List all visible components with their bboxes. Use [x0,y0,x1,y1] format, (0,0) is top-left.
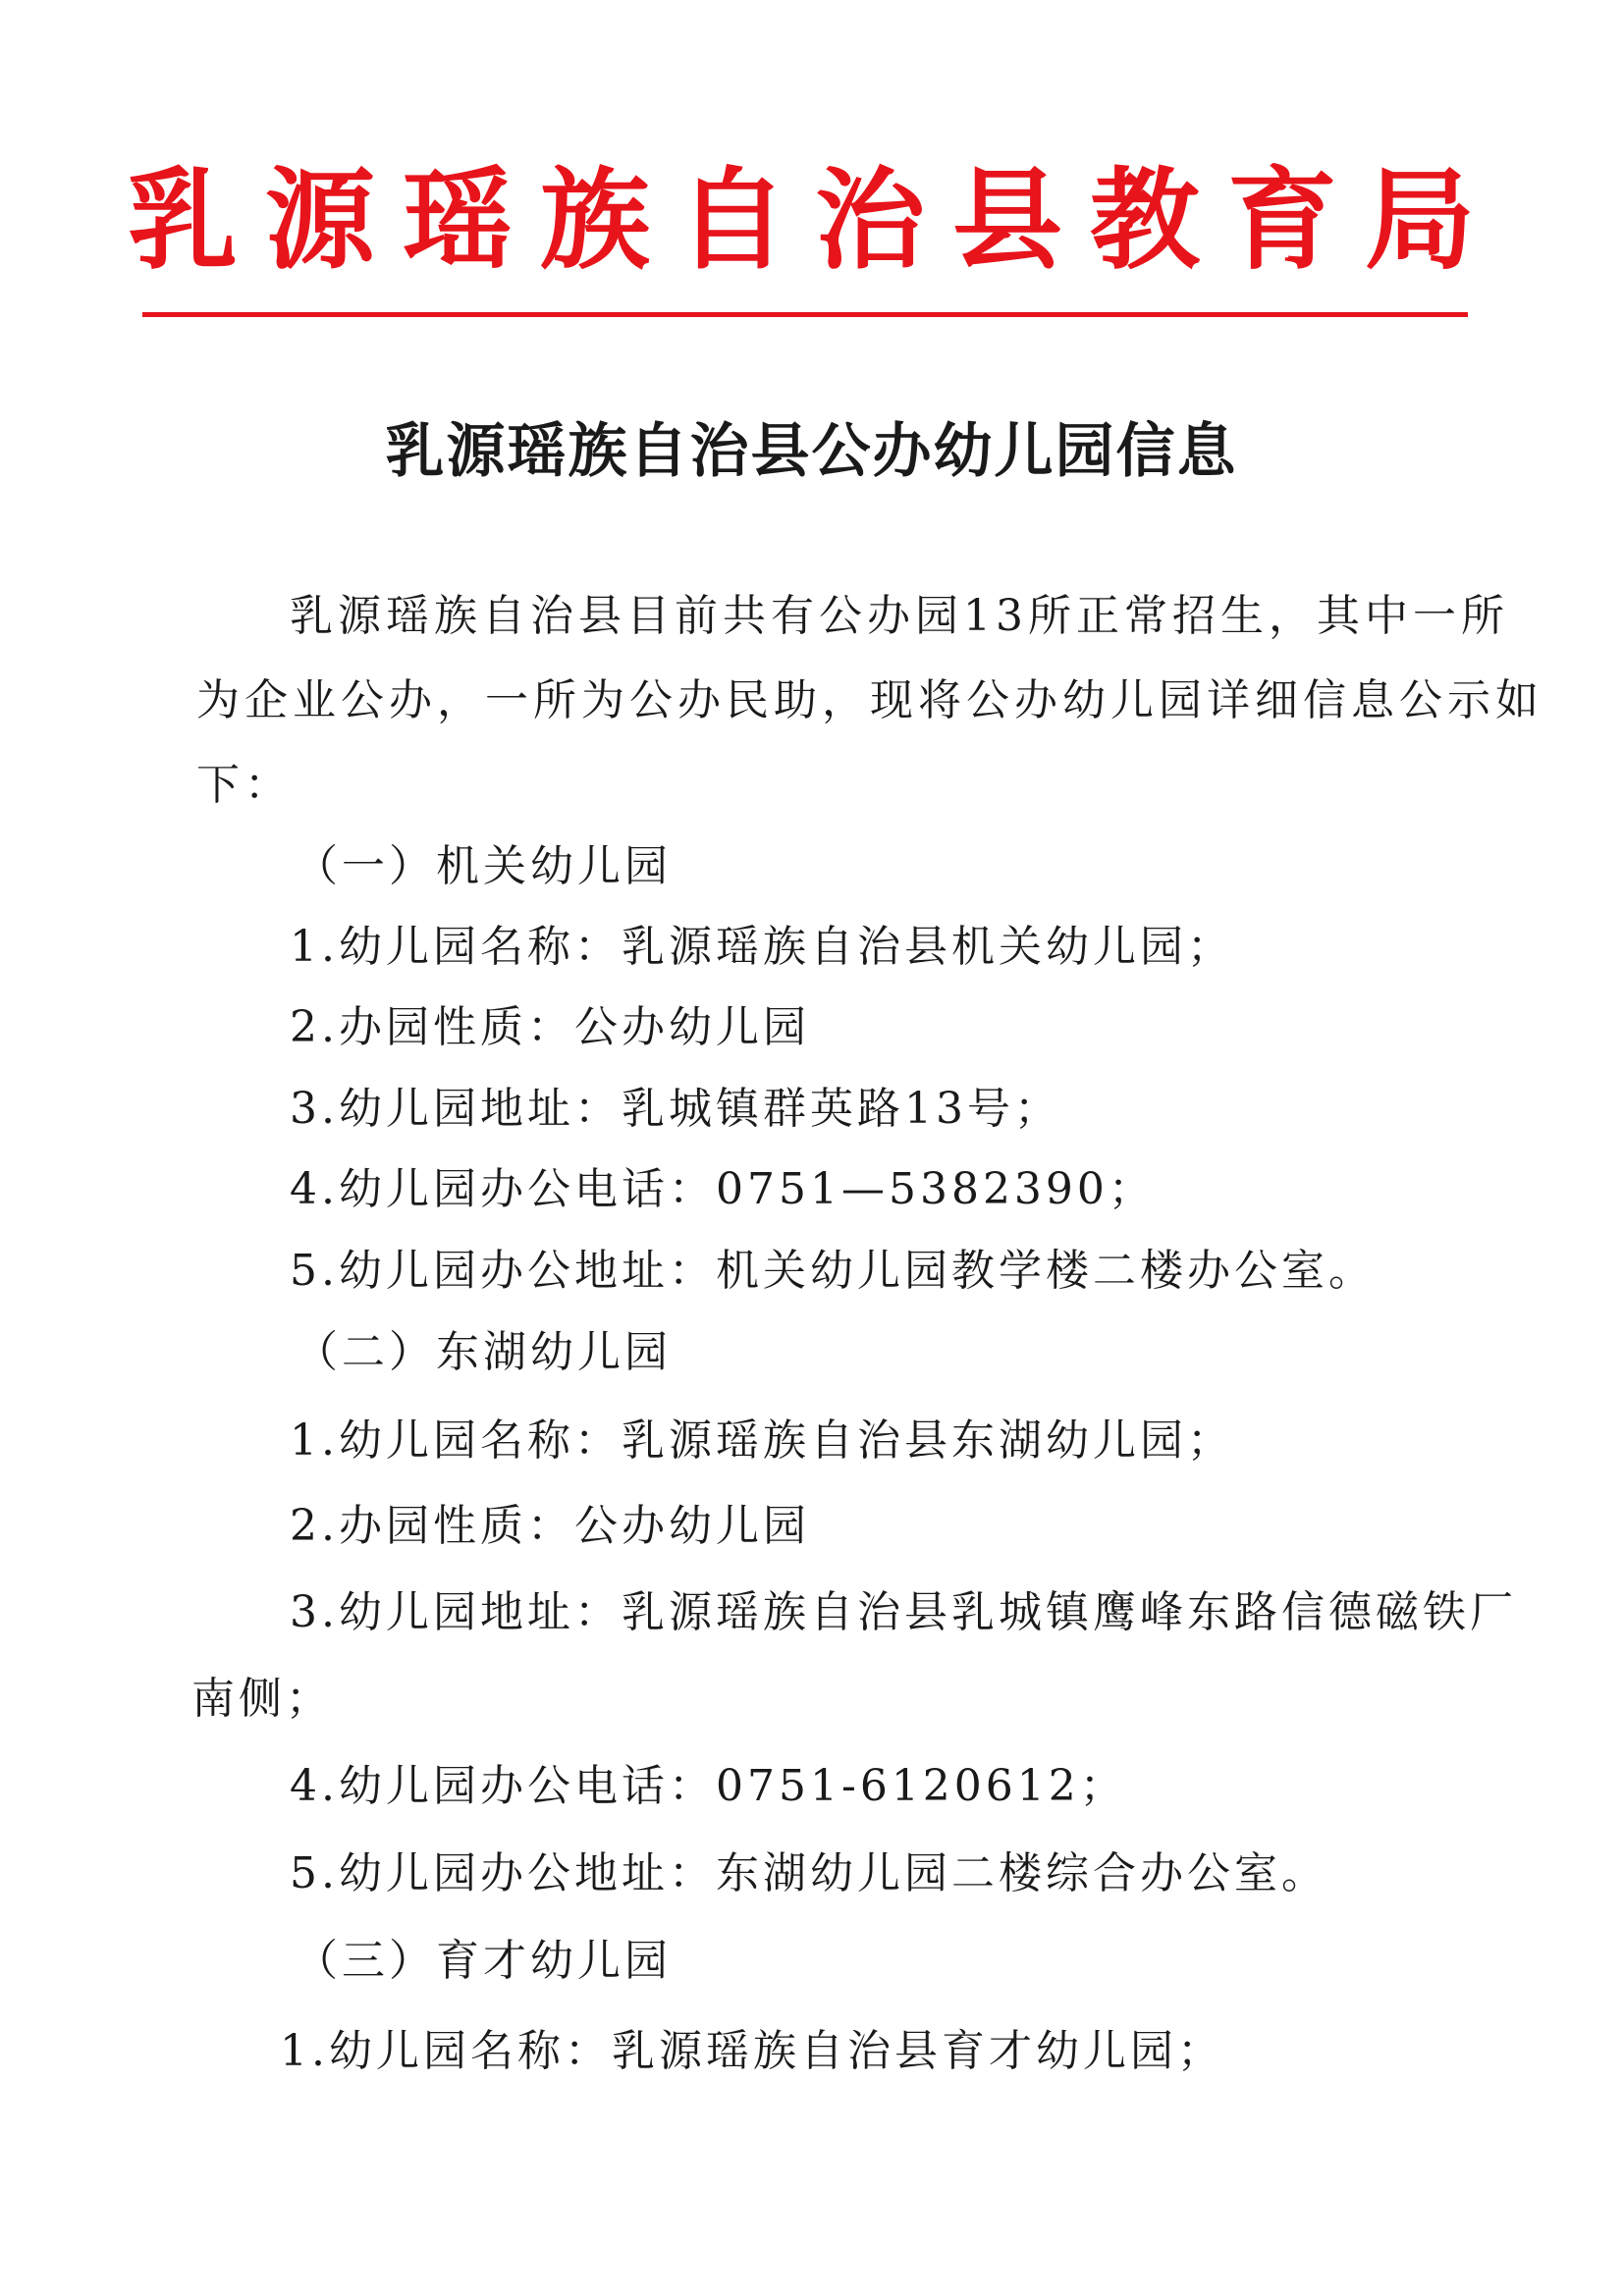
intro-line: 下： [196,760,293,810]
section-heading: （二）东湖幼儿园 [295,1327,672,1377]
list-item: 2.办园性质：公办幼儿园 [290,1501,810,1551]
list-item: 4.幼儿园办公电话：0751—5382390； [290,1164,1156,1214]
list-item: 1.幼儿园名称：乳源瑶族自治县育才幼儿园； [280,2026,1224,2076]
list-item: 5.幼儿园办公地址：东湖幼儿园二楼综合办公室。 [290,1848,1328,1898]
document-title: 乳源瑶族自治县公办幼儿园信息 [385,417,1238,486]
list-item: 4.幼儿园办公电话：0751-6120612； [290,1761,1127,1811]
intro-paragraph [196,574,1543,828]
section-heading: （三）育才幼儿园 [295,1936,672,1986]
list-item: 2.办园性质：公办幼儿园 [290,1002,810,1052]
list-item: 3.幼儿园地址：乳源瑶族自治县乳城镇鹰峰东路信德磁铁厂 [290,1587,1517,1637]
section-heading: （一）机关幼儿园 [295,841,672,891]
list-item: 5.幼儿园办公地址：机关幼儿园教学楼二楼办公室。 [290,1246,1376,1296]
letterhead-title: 乳源瑶族自治县教育局 [128,156,1502,285]
intro-line: 为企业公办，一所为公办民助，现将公办幼儿园详细信息公示如 [196,675,1543,725]
intro-line: 乳源瑶族自治县目前共有公办园13所正常招生，其中一所 [290,591,1509,641]
list-item: 3.幼儿园地址：乳城镇群英路13号； [290,1084,1061,1134]
list-item: 1.幼儿园名称：乳源瑶族自治县机关幼儿园； [290,922,1234,972]
list-item-continuation: 南侧； [191,1674,333,1724]
list-item: 1.幼儿园名称：乳源瑶族自治县东湖幼儿园； [290,1415,1234,1466]
letterhead-red-rule [142,312,1468,317]
